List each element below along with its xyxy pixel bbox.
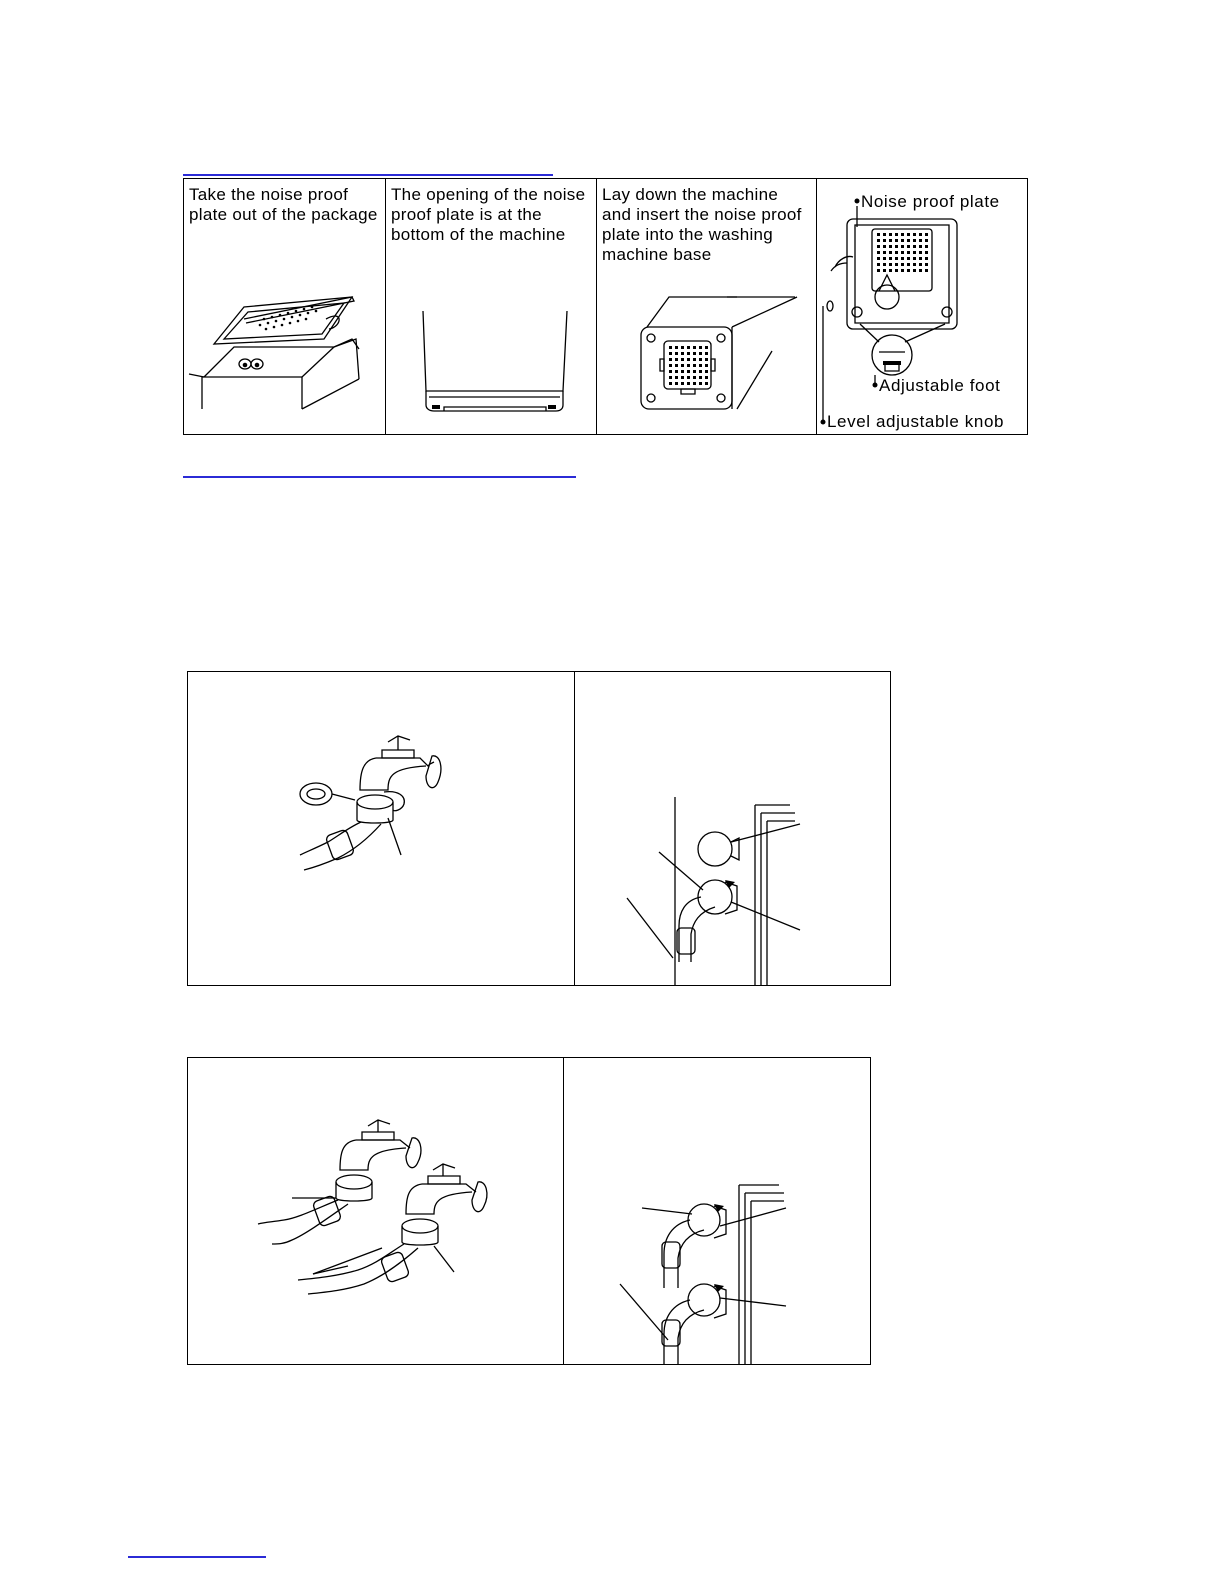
step-3-text: Lay down the machine and insert the noise proof plate into the washing machine base bbox=[602, 185, 802, 264]
double-inlet-hose-figure bbox=[187, 1057, 871, 1365]
noise-plate-bottom-diagram bbox=[817, 179, 1029, 436]
level-adjustable-knob-label: Level adjustable knob bbox=[827, 412, 1005, 431]
step-cell-1 bbox=[184, 179, 386, 434]
adjustable-foot-label: Adjustable foot bbox=[879, 376, 1001, 395]
noise-plate-steps-table bbox=[183, 178, 1028, 435]
single-faucet-illustration bbox=[188, 672, 574, 985]
single-faucet-panel bbox=[188, 672, 574, 985]
heading-underline-top bbox=[183, 174, 553, 176]
single-inlet-machine-panel bbox=[574, 672, 890, 985]
step-2-text: The opening of the noise proof plate is at the bottom of the machine bbox=[391, 185, 586, 244]
step-cell-2 bbox=[386, 179, 597, 434]
heading-underline-middle bbox=[183, 476, 576, 478]
laid-down-machine-illustration bbox=[597, 179, 817, 436]
single-inlet-machine-illustration bbox=[575, 672, 891, 985]
double-inlet-machine-illustration bbox=[564, 1058, 871, 1364]
step-cell-3 bbox=[597, 179, 817, 434]
double-inlet-machine-panel bbox=[563, 1058, 870, 1364]
noise-proof-plate-label: Noise proof plate bbox=[861, 192, 1000, 211]
footer-underline bbox=[128, 1556, 266, 1558]
open-box-illustration bbox=[184, 179, 386, 436]
single-inlet-hose-figure bbox=[187, 671, 891, 986]
double-faucet-panel bbox=[188, 1058, 563, 1364]
double-faucet-illustration bbox=[188, 1058, 563, 1364]
step-cell-4-diagram bbox=[817, 179, 1027, 434]
step-1-text: Take the noise proof plate out of the package bbox=[189, 185, 378, 224]
plate-grid-holes bbox=[669, 346, 708, 385]
machine-base-illustration bbox=[386, 179, 597, 436]
